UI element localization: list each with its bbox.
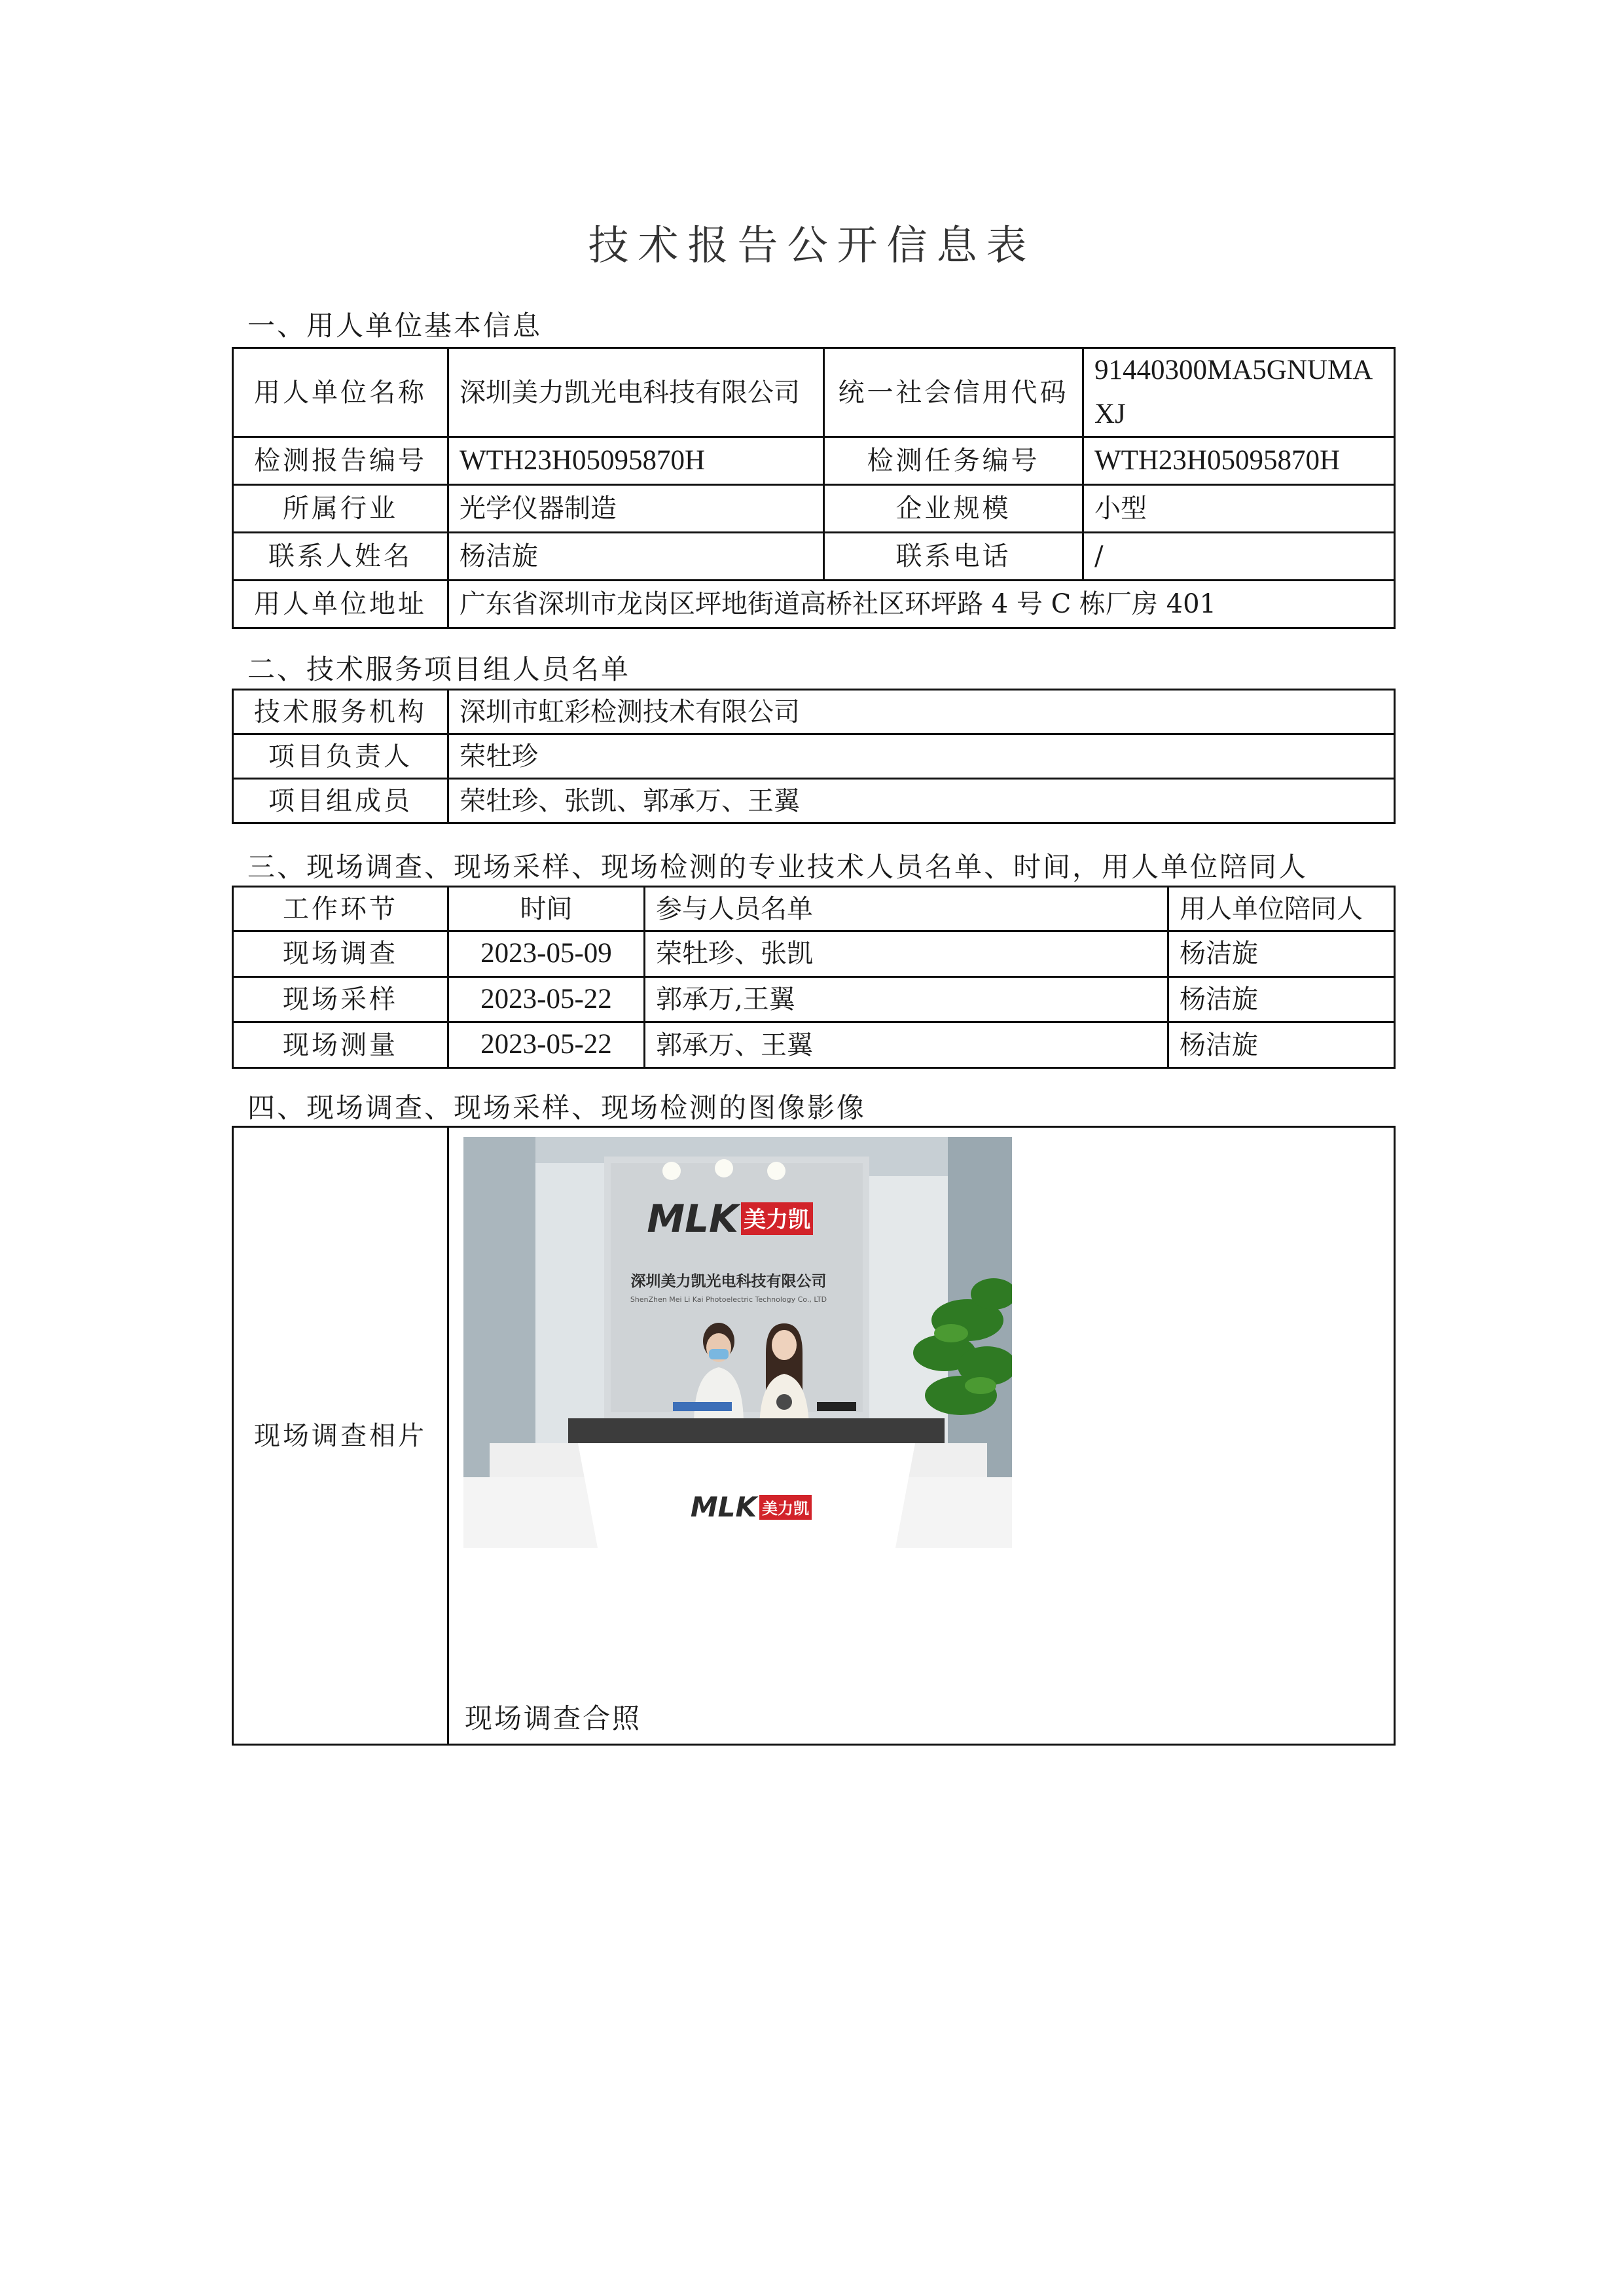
field-work-table	[232, 886, 1396, 1069]
desk-logo-mark: MLK	[690, 1491, 757, 1523]
page-title: 技术报告公开信息表	[588, 221, 1036, 269]
date-cell: 2023-05-22	[448, 977, 645, 1022]
task-no-label: 检测任务编号	[824, 437, 1083, 485]
employer-info-table	[232, 347, 1396, 629]
staff-cell: 郭承万、王翼	[645, 1022, 1168, 1068]
phone-value: /	[1083, 533, 1395, 581]
escort-cell: 杨洁旋	[1168, 1022, 1395, 1068]
task-no-value: WTH23H05095870H	[1083, 437, 1395, 485]
svg-text:美力凯: 美力凯	[762, 1499, 809, 1518]
table-row	[233, 977, 1395, 1022]
section-heading-employer-info: 一、用人单位基本信息	[247, 310, 543, 342]
leader-label: 项目负责人	[233, 734, 448, 779]
members-value: 荣牡珍、张凯、郭承万、王翼	[448, 779, 1395, 823]
date-cell: 2023-05-09	[448, 931, 645, 977]
credit-code-label: 统一社会信用代码	[824, 348, 1083, 437]
wall-logo-mark: MLK	[647, 1196, 738, 1241]
escort-cell: 杨洁旋	[1168, 931, 1395, 977]
scale-label: 企业规模	[824, 485, 1083, 533]
images-table	[232, 1126, 1396, 1746]
photo-label: 现场调查相片	[233, 1127, 448, 1745]
table-row	[233, 931, 1395, 977]
header-staff: 参与人员名单	[645, 887, 1168, 931]
report-no-label: 检测报告编号	[233, 437, 448, 485]
header-escort: 用人单位陪同人	[1168, 887, 1395, 931]
staff-cell: 郭承万,王翼	[645, 977, 1168, 1022]
site-survey-photo	[463, 1137, 1012, 1548]
credit-code-value: 91440300MA5GNUMAXJ	[1083, 348, 1395, 437]
contact-label: 联系人姓名	[233, 533, 448, 581]
scale-value: 小型	[1083, 485, 1395, 533]
stage-cell: 现场测量	[233, 1022, 448, 1068]
svg-text:美力凯: 美力凯	[744, 1207, 810, 1233]
header-stage: 工作环节	[233, 887, 448, 931]
svg-text:深圳美力凯光电科技有限公司: 深圳美力凯光电科技有限公司	[630, 1273, 827, 1290]
stage-cell: 现场调查	[233, 931, 448, 977]
address-label: 用人单位地址	[233, 581, 448, 628]
industry-label: 所属行业	[233, 485, 448, 533]
section-heading-field-work: 三、现场调查、现场采样、现场检测的专业技术人员名单、时间，用人单位陪同人	[247, 851, 1308, 883]
escort-cell: 杨洁旋	[1168, 977, 1395, 1022]
employer-name-value: 深圳美力凯光电科技有限公司	[448, 348, 824, 437]
members-label: 项目组成员	[233, 779, 448, 823]
date-cell: 2023-05-22	[448, 1022, 645, 1068]
section-heading-project-team: 二、技术服务项目组人员名单	[247, 653, 631, 685]
address-value: 广东省深圳市龙岗区坪地街道高桥社区环坪路 4 号 C 栋厂房 401	[448, 581, 1395, 628]
reception-scene-image	[463, 1137, 1012, 1548]
project-team-table	[232, 689, 1396, 824]
staff-cell: 荣牡珍、张凯	[645, 931, 1168, 977]
industry-value: 光学仪器制造	[448, 485, 824, 533]
section-heading-images: 四、现场调查、现场采样、现场检测的图像影像	[247, 1092, 867, 1124]
report-no-value: WTH23H05095870H	[448, 437, 824, 485]
stage-cell: 现场采样	[233, 977, 448, 1022]
phone-label: 联系电话	[824, 533, 1083, 581]
table-row	[233, 1022, 1395, 1068]
leader-value: 荣牡珍	[448, 734, 1395, 779]
employer-name-label: 用人单位名称	[233, 348, 448, 437]
agency-label: 技术服务机构	[233, 690, 448, 734]
agency-value: 深圳市虹彩检测技术有限公司	[448, 690, 1395, 734]
contact-value: 杨洁旋	[448, 533, 824, 581]
photo-caption: 现场调查合照	[465, 1702, 642, 1734]
header-date: 时间	[448, 887, 645, 931]
svg-text:ShenZhen Mei Li Kai Photoelect: ShenZhen Mei Li Kai Photoelectric Technology Co., LTD	[630, 1295, 827, 1304]
photo-cell	[448, 1127, 1395, 1745]
